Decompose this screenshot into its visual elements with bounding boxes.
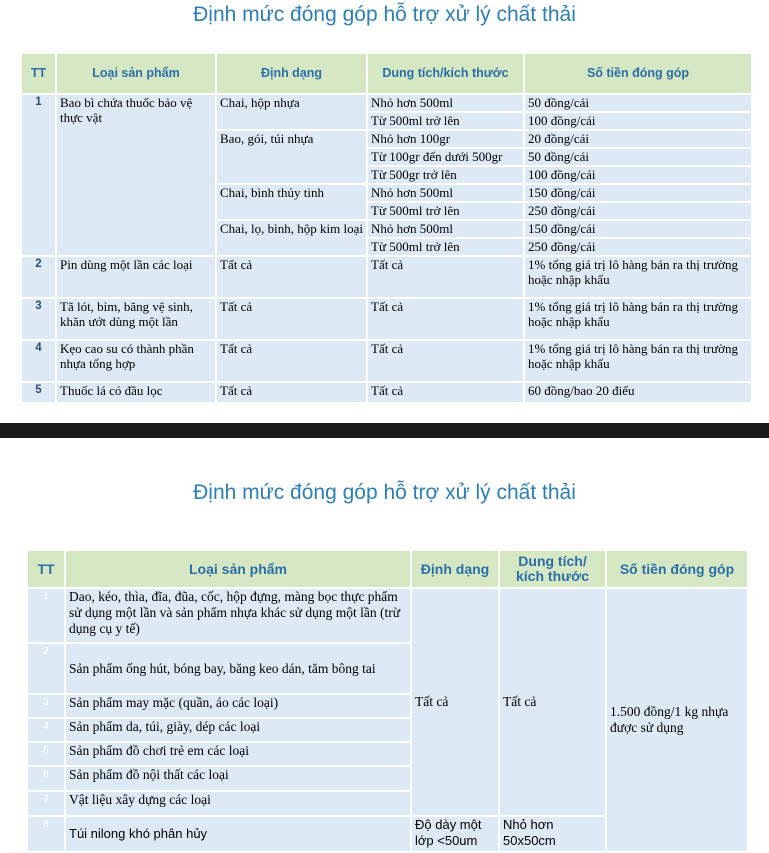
table2-row8-tt: 8: [27, 816, 65, 852]
table-row: [27, 588, 748, 643]
table1-capacity: Từ 100gr đến dưới 500gr: [367, 148, 524, 166]
table1-row4-amount: 1% tổng giá trị lô hàng bán ra thị trường hoặc nhập khẩu: [524, 340, 752, 382]
table1-capacity: Nhỏ hơn 500ml: [367, 94, 524, 112]
table1-capacity: Từ 500ml trở lên: [367, 202, 524, 220]
table1-capacity: Nhỏ hơn 100gr: [367, 130, 524, 148]
table2-row6-product: Sản phẩm đồ nội thất các loại: [65, 766, 411, 791]
contribution-table-1: [20, 52, 753, 404]
table2-row5-product: Sản phẩm đồ chơi trẻ em các loại: [65, 742, 411, 766]
table1-amount: 100 đồng/cái: [524, 166, 752, 184]
table1-capacity: Từ 500ml trở lên: [367, 238, 524, 256]
table-row: [21, 94, 752, 112]
table2-row8-product: Túi nilong khó phân hủy: [65, 816, 411, 852]
table2-header-amount: Số tiền đóng góp: [606, 550, 748, 588]
table2-shared-amount: 1.500 đồng/1 kg nhựa được sử dụng: [606, 588, 748, 852]
table1-amount: 150 đồng/cái: [524, 220, 752, 238]
table1-amount: 50 đồng/cái: [524, 94, 752, 112]
table1-row1-tt: 1: [21, 94, 56, 256]
table2-row5-tt: 5: [27, 742, 65, 766]
table-row: [21, 382, 752, 403]
table2-row1-tt: 1: [27, 588, 65, 643]
table1-row1-product: Bao bì chứa thuốc bảo vệ thực vật: [56, 94, 216, 256]
table1-amount: 100 đồng/cái: [524, 112, 752, 130]
table2-row6-tt: 6: [27, 766, 65, 791]
table1-amount: 150 đồng/cái: [524, 184, 752, 202]
table2-row2-product: Sản phẩm ống hút, bóng bay, băng keo dán, tăm bông tai: [65, 643, 411, 694]
table1-row5-amount: 60 đồng/bao 20 điếu: [524, 382, 752, 403]
table1-header-row: [21, 53, 752, 94]
table2-row1-product: Dao, kéo, thìa, đĩa, đũa, cốc, hộp đựng, màng bọc thực phẩm sử dụng một lần và sản phẩm nhựa khác sử dụng một lần (trừ dụng cụ y tế): [65, 588, 411, 643]
table1-header-format: Định dạng: [216, 53, 367, 94]
table2-shared-format: Tất cả: [411, 588, 499, 816]
table1-row2-amount: 1% tổng giá trị lô hàng bán ra thị trường hoặc nhập khẩu: [524, 256, 752, 298]
table1-row3-tt: 3: [21, 298, 56, 340]
divider-band: [0, 423, 769, 438]
table2-header-tt: TT: [27, 550, 65, 588]
table1-amount: 20 đồng/cái: [524, 130, 752, 148]
table2-row7-tt: 7: [27, 791, 65, 816]
table2-shared-capacity: Tất cả: [499, 588, 606, 816]
contribution-table-2: [26, 549, 749, 853]
table2-row3-tt: 3: [27, 694, 65, 718]
table1-capacity: Nhỏ hơn 500ml: [367, 184, 524, 202]
table1-row4-product: Kẹo cao su có thành phần nhựa tổng hợp: [56, 340, 216, 382]
table1-row2-format: Tất cả: [216, 256, 367, 298]
table1-row4-format: Tất cả: [216, 340, 367, 382]
table1-row5-tt: 5: [21, 382, 56, 403]
table1-capacity: Nhỏ hơn 500ml: [367, 220, 524, 238]
table1-amount: 50 đồng/cái: [524, 148, 752, 166]
table1-row5-format: Tất cả: [216, 382, 367, 403]
table2-header-format: Định dạng: [411, 550, 499, 588]
table1-row1-format-1: Chai, hộp nhựa: [216, 94, 367, 130]
table1-row3-format: Tất cả: [216, 298, 367, 340]
table1-row3-capacity: Tất cả: [367, 298, 524, 340]
table-row: [21, 340, 752, 382]
table2-title: Định mức đóng góp hỗ trợ xử lý chất thải: [193, 481, 576, 504]
table2-row2-tt: 2: [27, 643, 65, 694]
table2-header-capacity: Dung tích/ kích thước: [499, 550, 606, 588]
table2-row3-product: Sản phẩm may mặc (quần, áo các loại): [65, 694, 411, 718]
table2-row4-tt: 4: [27, 718, 65, 742]
table1-capacity: Từ 500gr trở lên: [367, 166, 524, 184]
table-row: [21, 298, 752, 340]
table2-row8-format: Độ dày một lớp <50um: [411, 816, 499, 852]
table1-row1-format-4: Chai, lọ, bình, hộp kim loại: [216, 220, 367, 256]
table1-title: Định mức đóng góp hỗ trợ xử lý chất thải: [193, 3, 576, 26]
table1-row3-amount: 1% tổng giá trị lô hàng bán ra thị trường hoặc nhập khẩu: [524, 298, 752, 340]
table1-amount: 250 đồng/cái: [524, 238, 752, 256]
table1-row5-capacity: Tất cả: [367, 382, 524, 403]
table2-row7-product: Vật liệu xây dựng các loại: [65, 791, 411, 816]
table1-header-amount: Số tiền đóng góp: [524, 53, 752, 94]
table2-row8-capacity: Nhỏ hơn 50x50cm: [499, 816, 606, 852]
table1-row2-tt: 2: [21, 256, 56, 298]
table1-row2-product: Pin dùng một lần các loại: [56, 256, 216, 298]
table1-row2-capacity: Tất cả: [367, 256, 524, 298]
table1-row1-format-2: Bao, gói, túi nhựa: [216, 130, 367, 184]
table-row: [21, 256, 752, 298]
table1-row5-product: Thuốc lá có đầu lọc: [56, 382, 216, 403]
table2-header-row: [27, 550, 748, 588]
table1-row3-product: Tã lót, bỉm, băng vệ sinh, khăn ướt dùng một lần: [56, 298, 216, 340]
table1-header-tt: TT: [21, 53, 56, 94]
table1-capacity: Từ 500ml trở lên: [367, 112, 524, 130]
table2-header-product: Loại sản phẩm: [65, 550, 411, 588]
table1-row4-tt: 4: [21, 340, 56, 382]
table2-row4-product: Sản phẩm da, túi, giày, dép các loại: [65, 718, 411, 742]
table1-header-capacity: Dung tích/kích thước: [367, 53, 524, 94]
table1-row4-capacity: Tất cả: [367, 340, 524, 382]
table1-row1-format-3: Chai, bình thủy tinh: [216, 184, 367, 220]
table1-header-product: Loại sản phẩm: [56, 53, 216, 94]
table1-amount: 250 đồng/cái: [524, 202, 752, 220]
